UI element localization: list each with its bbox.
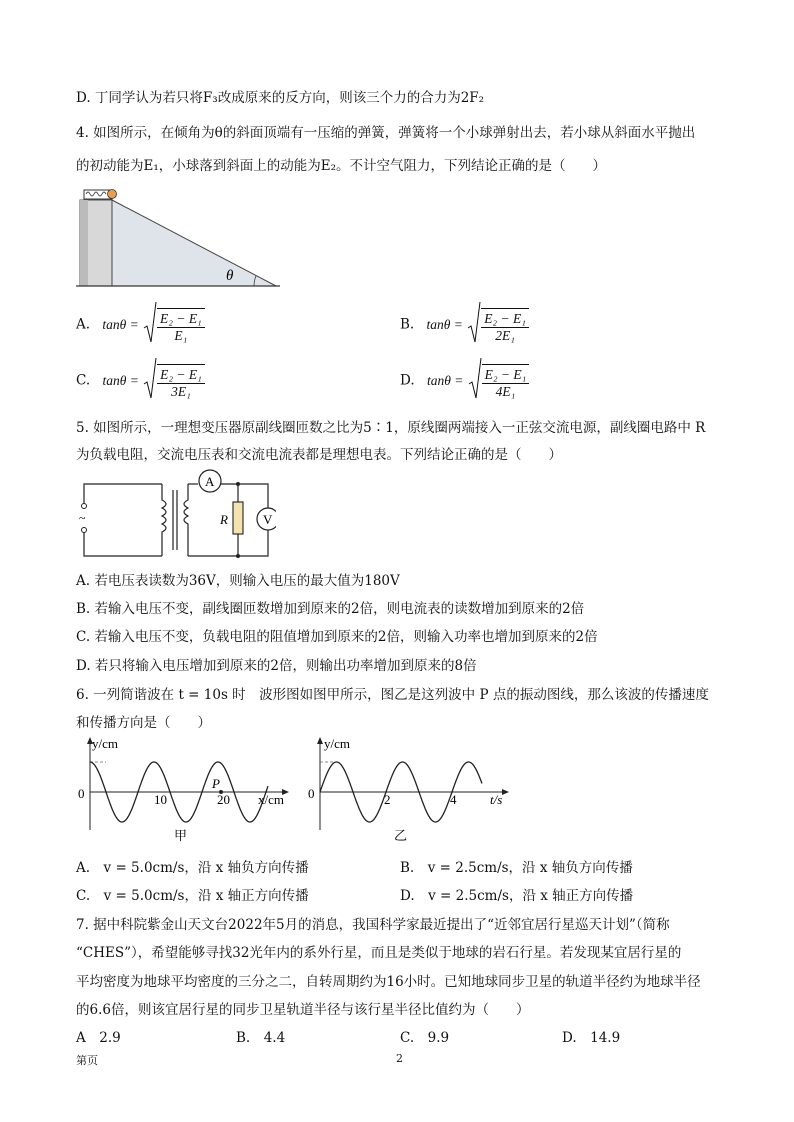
q4-option-c-den: 3E₁	[171, 384, 191, 399]
q5-option-c: C. 若输入电压不变，负载电阻的阻值增加到原来的2倍，则输入功率也增加到原来的2倍	[76, 629, 598, 645]
q4-stem-line2: 的初动能为E₁，小球落到斜面上的动能为E₂。不计空气阻力，下列结论正确的是（ ）	[76, 158, 607, 174]
q6-option-a: A. v = 5.0cm/s，沿 x 轴负方向传播	[76, 860, 309, 876]
q6-option-d: D. v = 2.5cm/s，沿 x 轴正方向传播	[400, 888, 634, 904]
q5-stem-line1: 5. 如图所示，一理想变压器原副线圈匝数之比为5∶1，原线圈两端接入一正弦交流电源，副线圈电路中 R	[76, 420, 706, 436]
q5-ammeter-label: A	[205, 474, 215, 489]
q4-option-b-prefix: tanθ =	[426, 316, 463, 332]
q7-option-b: B. 4.4	[236, 1030, 286, 1046]
q4-option-a-den: E₁	[174, 328, 188, 343]
q7-option-c: C. 9.9	[400, 1030, 450, 1046]
q4-option-a-num: E₂ − E₁	[157, 311, 205, 328]
q4-option-a-sqrt	[143, 306, 205, 344]
q4-option-a-prefix: tanθ =	[102, 316, 139, 332]
q4-option-b	[400, 306, 529, 344]
q7-option-d: D. 14.9	[562, 1030, 621, 1046]
q6-figa-xlabel: x/cm	[258, 792, 284, 807]
q6-figa-ylabel: y/cm	[92, 736, 118, 751]
q4-option-d-label: D.	[400, 372, 415, 389]
q4-option-d-den: 4E₁	[495, 384, 516, 399]
q4-option-c-prefix: tanθ =	[102, 372, 139, 388]
q6-figb-origin: 0	[308, 786, 315, 801]
q4-option-d-prefix: tanθ =	[426, 372, 464, 388]
q4-option-a	[76, 306, 205, 344]
q6-option-c: C. v = 5.0cm/s，沿 x 轴正方向传播	[76, 888, 309, 904]
q4-option-c	[76, 362, 205, 400]
q4-option-b-num: E₂ − E₁	[481, 311, 529, 328]
q6-option-b: B. v = 2.5cm/s，沿 x 轴负方向传播	[400, 860, 633, 876]
q6-stem-line1: 6. 一列简谐波在 t = 10s 时 波形图如图甲所示，图乙是这列波中 P 点的振动图线，那么该波的传播速度	[76, 687, 709, 703]
q4-option-d-num: E₂ − E₁	[482, 367, 530, 384]
q7-option-a: A 2.9	[76, 1030, 121, 1046]
q4-option-d	[400, 362, 529, 400]
q4-incline-figure	[76, 186, 286, 290]
q7-stem-line4: 的6.6倍，则该宜居行星的同步卫星轨道半径与该行星半径比值约为（ ）	[76, 1002, 530, 1018]
q4-option-c-label: C.	[76, 372, 91, 389]
q4-theta-label: θ	[226, 268, 234, 284]
q6-figa-caption: 甲	[174, 828, 188, 843]
q6-figa-origin: 0	[78, 786, 85, 801]
q5-option-a: A. 若电压表读数为36V，则输入电压的最大值为180V	[76, 573, 400, 589]
q4-option-b-den: 2E₁	[495, 328, 515, 343]
q6-figb-caption: 乙	[394, 828, 408, 843]
footer-label: 第页	[76, 1054, 98, 1067]
q6-figb-tick-2: 2	[384, 792, 391, 807]
q4-option-a-label: A.	[76, 316, 91, 333]
q5-source-symbol: ~	[79, 511, 86, 525]
q4-option-c-num: E₂ − E₁	[157, 367, 205, 384]
q5-voltmeter-label: V	[263, 512, 273, 527]
q6-figb-tick-4: 4	[450, 792, 457, 807]
q7-stem-line1: 7. 据中科院紫金山天文台2022年5月的消息，我国科学家最近提出了“近邻宜居行星巡天计划”（简称	[76, 917, 670, 933]
q4-stem-line1: 4. 如图所示，在倾角为θ的斜面顶端有一压缩的弹簧，弹簧将一个小球弹射出去，若小球从斜面水平抛出	[76, 125, 696, 141]
q5-transformer-circuit	[76, 466, 276, 562]
q6-figa-tick-10: 10	[154, 792, 167, 807]
q5-resistor-label: R	[220, 512, 228, 527]
q4-option-b-label: B.	[400, 316, 415, 333]
q4-option-d-sqrt	[468, 362, 530, 400]
q6-figa-point-p: P	[212, 776, 220, 791]
q5-stem-line2: 为负载电阻，交流电压表和交流电流表都是理想电表。下列结论正确的是（ ）	[76, 447, 562, 463]
q6-wave-figure-b	[306, 734, 516, 846]
page-number: 2	[396, 1052, 403, 1065]
q7-stem-line2: “CHES”），希望能够寻找32光年内的系外行星，而且是类似于地球的岩石行星。若发现某宜居行星的	[76, 945, 682, 961]
q5-option-b: B. 若输入电压不变，副线圈匝数增加到原来的2倍，则电流表的读数增加到原来的2倍	[76, 601, 585, 617]
q6-figa-tick-20: 20	[217, 792, 230, 807]
q3-option-d: D. 丁同学认为若只将F₃改成原来的反方向，则该三个力的合力为2F₂	[76, 90, 485, 106]
q6-stem-line2: 和传播方向是（ ）	[76, 715, 211, 731]
q4-option-c-sqrt	[143, 362, 205, 400]
q6-wave-figure-a	[76, 734, 296, 846]
q6-figb-xlabel: t/s	[490, 792, 503, 807]
q4-option-b-sqrt	[467, 306, 529, 344]
q6-figb-ylabel: y/cm	[324, 736, 350, 751]
q5-option-d: D. 若只将输入电压增加到原来的2倍，则输出功率增加到原来的8倍	[76, 658, 477, 674]
q7-stem-line3: 平均密度为地球平均密度的三分之二，自转周期约为16小时。已知地球同步卫星的轨道半径约为地球半径	[76, 974, 701, 990]
